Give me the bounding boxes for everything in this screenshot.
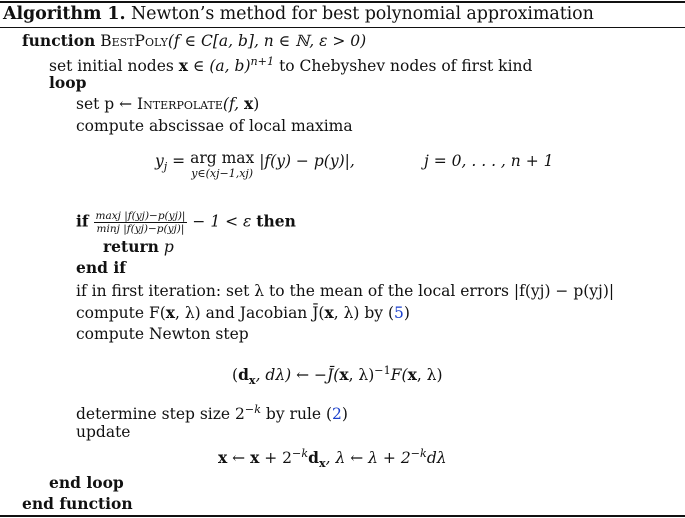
set-nodes-sup: n+1	[250, 55, 275, 68]
function-keyword: function	[22, 31, 96, 50]
first-iteration-text: if in first iteration: set λ to the mean of the local errors |f(yj) − p(yj)|	[76, 282, 615, 300]
interp-args-pre: (f,	[222, 95, 244, 113]
abscissae-text: compute abscissae of local maxima	[76, 117, 353, 135]
interpolate-line	[76, 94, 259, 114]
equation-ref-5[interactable]: 5	[394, 304, 404, 322]
eq-y-rhs: |f(y) − p(y)|,	[254, 152, 355, 170]
if-frac-den: minj |f(yj)−p(yj)|	[96, 223, 185, 235]
compute-F-pre: compute F(	[76, 304, 166, 322]
update-equation	[218, 444, 447, 474]
return-keyword: return	[103, 237, 159, 256]
compute-F-x: x	[165, 303, 175, 322]
if-keyword: if	[76, 211, 89, 231]
newton-step-line	[76, 324, 249, 344]
stepsize-line	[76, 400, 348, 424]
set-nodes-line	[49, 52, 532, 76]
endfunction-keyword: end function	[22, 494, 133, 513]
return-value: p	[158, 238, 174, 256]
compute-F-line	[76, 303, 410, 323]
eq-update-dl: dλ	[426, 449, 447, 468]
endloop-keyword: end loop	[49, 473, 124, 492]
stepsize-close: )	[341, 405, 348, 424]
if-line	[76, 210, 296, 238]
eq-newton-end: , λ)	[416, 366, 443, 385]
endif-line	[76, 258, 126, 278]
interp-pre: set p ←	[76, 95, 138, 113]
equation-ref-2[interactable]: 2	[332, 405, 342, 424]
compute-F-x2: x	[324, 303, 334, 322]
first-iteration-line	[76, 281, 614, 301]
loop-line	[49, 73, 86, 93]
compute-F-post: , λ) by (	[333, 304, 395, 322]
eq-update-x2: x	[250, 448, 260, 468]
argmax-operator	[190, 151, 254, 181]
stepsize-mid: by rule (	[261, 405, 333, 424]
eq-y-range: j = 0, . . . , n + 1	[424, 152, 554, 170]
interp-args-post: )	[253, 95, 260, 113]
caption-title: Newton’s method for best polynomial approximation	[130, 4, 594, 24]
eq-update-arrow: ←	[227, 449, 251, 468]
abscissae-line	[76, 116, 353, 136]
interp-args-x: x	[243, 94, 254, 113]
loop-keyword: loop	[49, 73, 87, 92]
eq-update-sup2: −k	[410, 447, 427, 460]
eq-y-lhs: y	[155, 152, 164, 170]
eq-newton-rhs: , λ)	[348, 366, 375, 385]
eq-update-x: x	[218, 448, 228, 468]
algorithm-caption	[3, 4, 594, 24]
argmax-equation	[155, 151, 355, 191]
newton-equation	[232, 361, 443, 391]
interp-name: Interpolate	[137, 95, 223, 113]
eq-newton-x: x	[339, 365, 349, 385]
newton-step-text: compute Newton step	[76, 325, 249, 343]
stepsize-pre: determine step size 2	[76, 405, 245, 424]
eq-update-plus: + 2	[259, 449, 293, 468]
argmax-text: arg max	[190, 149, 255, 167]
function-name: BestPoly	[100, 32, 168, 50]
bottom-rule	[0, 515, 685, 517]
eq-newton-tail: F(	[390, 366, 408, 385]
eq-update-sup: −k	[292, 447, 309, 460]
caption-label: Algorithm 1.	[3, 4, 126, 24]
return-line	[103, 237, 174, 257]
stepsize-sup: −k	[244, 403, 261, 416]
function-line	[22, 31, 366, 51]
eq-newton-sup: −1	[374, 364, 391, 377]
eq-newton-lhs-post: , dλ) ← −J̄(	[255, 366, 340, 385]
eq-newton-lhs-pre: (	[232, 366, 239, 385]
eq-newton-x2: x	[407, 365, 417, 385]
if-frac-num: maxj |f(yj)−p(yj)|	[95, 210, 186, 222]
endfunction-line	[22, 494, 133, 514]
caption-rule	[0, 27, 685, 28]
eq-update-dsub: x	[319, 457, 326, 471]
if-fraction	[94, 210, 188, 235]
endloop-line	[49, 473, 124, 493]
eq-y-eq: =	[167, 152, 191, 170]
compute-F-mid: , λ) and Jacobian J̄(	[175, 304, 325, 322]
if-cond-post: − 1 < ε	[187, 212, 257, 231]
function-args: (f ∈ C[a, b], n ∈ ℕ, ε > 0)	[167, 32, 367, 50]
set-nodes-mid: ∈ (a, b)	[188, 57, 251, 76]
eq-newton-dx-sub: x	[248, 374, 256, 388]
top-rule	[0, 1, 685, 3]
eq-y-lhs-sub: j	[163, 159, 168, 173]
compute-F-close: )	[403, 304, 410, 322]
eq-update-lambda: , λ ← λ + 2	[325, 449, 411, 468]
update-line	[76, 422, 130, 442]
argmax-under: y∈(xj−1,xj)	[191, 167, 254, 180]
eq-update-d: d	[308, 448, 319, 468]
endif-keyword: end if	[76, 258, 126, 277]
set-nodes-post: to Chebyshev nodes of first kind	[274, 57, 533, 76]
update-text: update	[76, 423, 131, 441]
then-keyword: then	[256, 211, 296, 231]
set-nodes-pre: set initial nodes	[49, 57, 179, 76]
set-nodes-x: x	[178, 56, 189, 76]
eq-newton-dx: d	[238, 365, 249, 385]
